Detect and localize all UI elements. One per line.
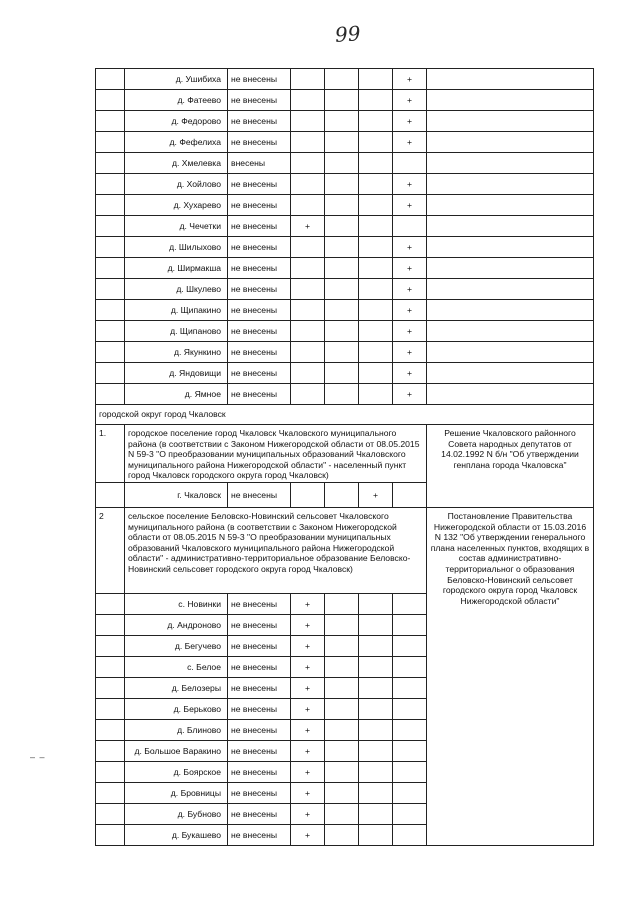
mark-cell [393,825,427,846]
mark-cell [359,636,393,657]
mark-cell [325,804,359,825]
mark-cell [325,174,359,195]
mark-cell [359,174,393,195]
document-cell [427,69,594,90]
mark-cell [291,258,325,279]
mark-cell [393,741,427,762]
table-row [96,237,594,258]
mark-cell [291,321,325,342]
mark-cell [325,258,359,279]
margin-mark: – – [30,752,46,762]
table-row [96,195,594,216]
settlement-name: д. Ушибиха [125,69,228,90]
status-cell: не внесены [228,363,291,384]
mark-cell [325,741,359,762]
table-row [96,363,594,384]
document-cell [427,258,594,279]
mark-cell [325,195,359,216]
mark-cell [359,90,393,111]
number-cell [96,174,125,195]
mark-cell [393,762,427,783]
number-cell [96,825,125,846]
status-cell: не внесены [228,90,291,111]
mark-cell: + [291,657,325,678]
mark-cell [291,363,325,384]
mark-cell: + [291,825,325,846]
document-cell [427,384,594,405]
table-row [96,342,594,363]
status-cell: не внесены [228,825,291,846]
number-cell [96,258,125,279]
table-row [96,69,594,90]
mark-cell [325,483,359,508]
table-row [96,384,594,405]
document-cell [427,279,594,300]
settlement-name: д. Фатеево [125,90,228,111]
section1-document: Решение Чкаловского районного Совета народных депутатов от 14.02.1992 N б/н "Об утверждении генплана города Чкаловска" [427,425,594,508]
mark-cell [325,615,359,636]
settlement-name: д. Букашево [125,825,228,846]
settlement-name: д. Блиново [125,720,228,741]
settlement-name: с. Белое [125,657,228,678]
document-cell [427,321,594,342]
mark-cell: + [291,699,325,720]
number-cell [96,678,125,699]
settlement-name: д. Ширмакша [125,258,228,279]
mark-cell [359,825,393,846]
mark-cell [359,678,393,699]
mark-cell [325,111,359,132]
mark-cell [325,678,359,699]
mark-cell [359,321,393,342]
number-cell [96,699,125,720]
mark-cell [359,279,393,300]
mark-cell [325,132,359,153]
table-row [96,90,594,111]
mark-cell: + [359,483,393,508]
mark-cell [325,783,359,804]
section1-rows [96,425,594,508]
mark-cell [359,342,393,363]
mark-cell [325,384,359,405]
document-cell [427,342,594,363]
status-cell: не внесены [228,483,291,508]
status-cell: не внесены [228,783,291,804]
mark-cell [393,594,427,615]
number-cell [96,321,125,342]
document-cell [427,216,594,237]
mark-cell [359,69,393,90]
section2-rows [96,508,594,846]
document-cell [427,237,594,258]
number-cell [96,384,125,405]
mark-cell: + [393,237,427,258]
mark-cell [359,132,393,153]
settlement-name: д. Якункино [125,342,228,363]
status-cell: не внесены [228,174,291,195]
settlement-name: д. Андроново [125,615,228,636]
number-cell [96,594,125,615]
settlement-name: д. Хухарево [125,195,228,216]
number-cell [96,300,125,321]
status-cell: не внесены [228,384,291,405]
settlement-name: д. Чечетки [125,216,228,237]
mark-cell [359,657,393,678]
mark-cell: + [393,279,427,300]
settlement-name: д. Щипаново [125,321,228,342]
mark-cell [291,195,325,216]
mark-cell [393,720,427,741]
settlement-name: д. Хойлово [125,174,228,195]
table-row [96,132,594,153]
section1-number: 1. [96,425,125,483]
number-cell [96,237,125,258]
mark-cell [291,279,325,300]
mark-cell [393,678,427,699]
mark-cell: + [291,594,325,615]
document-cell [427,153,594,174]
document-cell [427,195,594,216]
mark-cell [325,762,359,783]
mark-cell [291,342,325,363]
mark-cell [359,111,393,132]
mark-cell [291,132,325,153]
settlement-name: д. Бубново [125,804,228,825]
number-cell [96,615,125,636]
status-cell: не внесены [228,804,291,825]
settlement-name: д. Большое Варакино [125,741,228,762]
status-cell: не внесены [228,111,291,132]
mark-cell: + [393,111,427,132]
mark-cell: + [393,363,427,384]
mark-cell [325,363,359,384]
mark-cell: + [393,321,427,342]
settlement-name: д. Фефелиха [125,132,228,153]
mark-cell [359,804,393,825]
mark-cell [325,279,359,300]
number-cell [96,762,125,783]
document-cell [427,111,594,132]
status-cell: не внесены [228,237,291,258]
mark-cell [393,216,427,237]
table-row [96,216,594,237]
mark-cell [325,216,359,237]
mark-cell [359,741,393,762]
document-cell [427,132,594,153]
status-cell: не внесены [228,720,291,741]
page-number: 99 [334,21,362,47]
mark-cell: + [291,678,325,699]
mark-cell [359,363,393,384]
mark-cell [325,699,359,720]
mark-cell [291,90,325,111]
mark-cell [291,69,325,90]
mark-cell [359,300,393,321]
status-cell: внесены [228,153,291,174]
number-cell [96,216,125,237]
number-cell [96,483,125,508]
section1-description: городское поселение город Чкаловск Чкаловского муниципального района (в соответствии с Законом Нижегородской области от 08.05.2015 N 59-3 "О преобразовании муниципальных образований Чкаловского муниципального района Нижегородской области" - населенный пункт город Чкаловск городского округа город Чкаловск) [125,425,427,483]
number-cell [96,132,125,153]
mark-cell: + [291,216,325,237]
mark-cell: + [393,132,427,153]
document-cell [427,300,594,321]
number-cell [96,342,125,363]
number-cell [96,279,125,300]
settlement-name: с. Новинки [125,594,228,615]
mark-cell [359,384,393,405]
mark-cell [393,804,427,825]
number-cell [96,90,125,111]
number-cell [96,153,125,174]
mark-cell: + [291,804,325,825]
mark-cell [291,174,325,195]
number-cell [96,783,125,804]
document-cell [427,174,594,195]
number-cell [96,363,125,384]
settlement-name: д. Берьково [125,699,228,720]
status-cell: не внесены [228,342,291,363]
group1-rows [96,69,594,405]
mark-cell [325,300,359,321]
mark-cell [359,594,393,615]
mark-cell [325,237,359,258]
status-cell: не внесены [228,321,291,342]
mark-cell: + [291,783,325,804]
mark-cell [325,153,359,174]
mark-cell [359,195,393,216]
table-row [96,258,594,279]
status-cell: не внесены [228,699,291,720]
table-row [96,174,594,195]
section2-description: сельское поселение Беловско-Новинский сельсовет Чкаловского муниципального района (в соответствии с Законом Нижегородской области от 08.05.2015 N 59-3 "О преобразовании муниципальных образований Чкаловского муниципального района Нижегородской области" - административно-территориальное образование Беловско-Новинский сельсовет городского округа город Чкаловск) [125,508,427,594]
status-cell: не внесены [228,615,291,636]
status-cell: не внесены [228,132,291,153]
status-cell: не внесены [228,762,291,783]
okrug-block [96,405,594,425]
mark-cell [325,657,359,678]
settlement-name: д. Белозеры [125,678,228,699]
mark-cell [359,153,393,174]
status-cell: не внесены [228,594,291,615]
number-cell [96,804,125,825]
mark-cell: + [393,69,427,90]
table-row [96,153,594,174]
mark-cell [325,342,359,363]
mark-cell [393,483,427,508]
settlement-name: д. Яндовищи [125,363,228,384]
mark-cell [325,594,359,615]
mark-cell [393,636,427,657]
settlement-name: д. Федорово [125,111,228,132]
settlement-name: д. Шилыхово [125,237,228,258]
status-cell: не внесены [228,258,291,279]
mark-cell [291,384,325,405]
mark-cell: + [393,300,427,321]
mark-cell [359,237,393,258]
mark-cell: + [393,174,427,195]
okrug-header: городской округ город Чкаловск [96,405,594,425]
mark-cell [393,615,427,636]
mark-cell [291,483,325,508]
number-cell [96,69,125,90]
section2-number: 2 [96,508,125,594]
mark-cell: + [291,762,325,783]
mark-cell [359,699,393,720]
settlement-name: д. Бровницы [125,783,228,804]
status-cell: не внесены [228,216,291,237]
section2-document: Постановление Правительства Нижегородской области от 15.03.2016 N 132 "Об утверждении генерального плана населенных пунктов, входящих в состав административно-территориальног о образования Беловско-Новинский сельсовет городского округа город Чкаловск Нижегородской области" [427,508,594,846]
number-cell [96,636,125,657]
mark-cell [325,825,359,846]
mark-cell [291,300,325,321]
mark-cell [359,783,393,804]
mark-cell [325,90,359,111]
mark-cell: + [291,636,325,657]
table-row [96,300,594,321]
number-cell [96,195,125,216]
mark-cell [393,699,427,720]
mark-cell [359,615,393,636]
mark-cell [325,636,359,657]
table-row [96,111,594,132]
mark-cell: + [393,195,427,216]
mark-cell: + [393,342,427,363]
mark-cell [325,720,359,741]
settlements-table [95,68,594,846]
table-row [96,279,594,300]
settlement-name: д. Ямное [125,384,228,405]
mark-cell [359,258,393,279]
status-cell: не внесены [228,69,291,90]
settlement-name: д. Хмелевка [125,153,228,174]
mark-cell [393,153,427,174]
settlement-name: д. Щипакино [125,300,228,321]
number-cell [96,111,125,132]
status-cell: не внесены [228,741,291,762]
mark-cell [291,237,325,258]
mark-cell [393,783,427,804]
status-cell: не внесены [228,300,291,321]
number-cell [96,720,125,741]
mark-cell [359,762,393,783]
number-cell [96,741,125,762]
mark-cell [325,69,359,90]
status-cell: не внесены [228,657,291,678]
mark-cell [359,720,393,741]
number-cell [96,657,125,678]
mark-cell [325,321,359,342]
document-cell [427,363,594,384]
settlement-name: д. Бегучево [125,636,228,657]
mark-cell: + [291,741,325,762]
mark-cell [359,216,393,237]
settlement-name: д. Шкулево [125,279,228,300]
settlement-name: д. Боярское [125,762,228,783]
mark-cell: + [291,615,325,636]
mark-cell: + [393,384,427,405]
table-row [96,321,594,342]
mark-cell [393,657,427,678]
status-cell: не внесены [228,636,291,657]
status-cell: не внесены [228,195,291,216]
mark-cell [291,153,325,174]
status-cell: не внесены [228,279,291,300]
mark-cell: + [393,258,427,279]
settlement-name: г. Чкаловск [125,483,228,508]
status-cell: не внесены [228,678,291,699]
document-cell [427,90,594,111]
mark-cell [291,111,325,132]
mark-cell: + [393,90,427,111]
mark-cell: + [291,720,325,741]
